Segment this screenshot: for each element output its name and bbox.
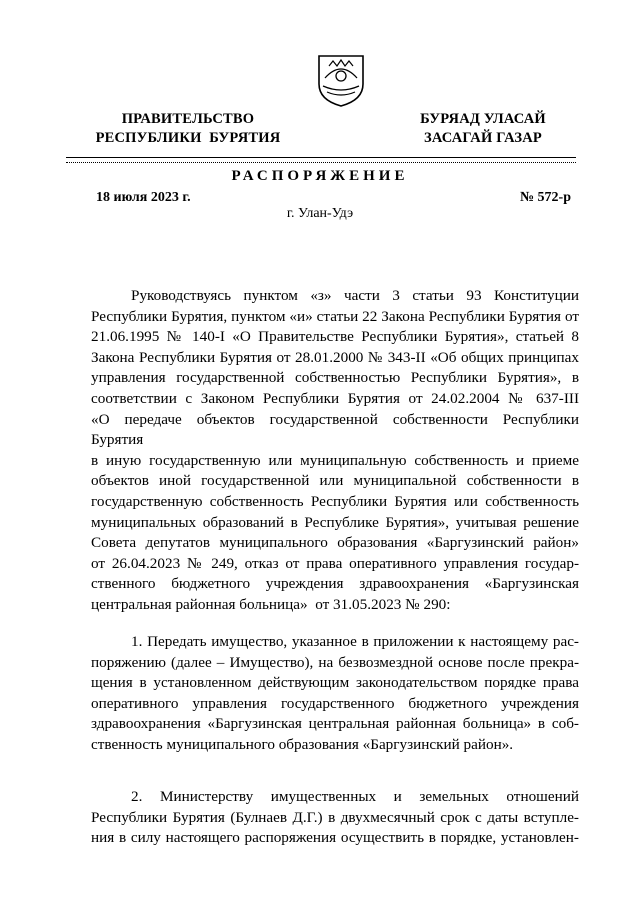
text-line: муниципальных образований в Республике Бурятия», учитывая решение <box>91 513 579 531</box>
text-line: оперативного управления государственного бюджетного учреждения <box>91 694 579 712</box>
text-line: государственную собственность Республики Бурятия или собственность <box>91 492 579 510</box>
text-line: 1. Передать имущество, указанное в приложении к настоящему рас- <box>131 633 579 650</box>
paragraph-preamble <box>91 286 579 616</box>
document-title: РАСПОРЯЖЕНИЕ <box>231 168 409 184</box>
text-line: управления государственной собственностью Республики Бурятия», в <box>91 369 579 387</box>
header-government-ru <box>88 110 288 148</box>
text-line: щения в установленном действующим законодательством порядке права <box>91 674 579 692</box>
text-line: Закона Республики Бурятия от 28.01.2000 № 343-II «Об общих принципах <box>91 348 579 366</box>
text-line: Совета депутатов муниципального образования «Баргузинский район» <box>91 534 579 552</box>
document-number: № 572-р <box>519 190 571 205</box>
text-line: объектов иной государственной или муниципальной собственности в <box>91 472 579 490</box>
header-right-line1: БУРЯАД УЛАСАЙ <box>420 111 546 127</box>
text-line: поряжению (далее – Имущество), на безвозмездной основе после прекра- <box>91 653 579 671</box>
text-line: 21.06.1995 № 140-I «О Правительстве Республики Бурятия», статьей 8 <box>91 328 579 346</box>
text-line: 2. Министерству имущественных и земельных отношений <box>131 788 579 805</box>
text-line: в иную государственную или муниципальную собственность и приеме <box>91 451 579 469</box>
text-line: Республики Бурятия, пунктом «и» статьи 22 Закона Республики Бурятия от <box>91 307 579 325</box>
text-line: «О передаче объектов государственной собственности Республики Бурятия <box>91 410 579 449</box>
text-line: ния в силу настоящего распоряжения осуществить в порядке, установлен- <box>91 829 579 847</box>
document-date: 18 июля 2023 г. <box>96 190 191 205</box>
header-government-bua <box>398 110 568 148</box>
header-divider-solid <box>66 157 576 158</box>
text-line: Республики Бурятия (Булнаев Д.Г.) в двухмесячный срок с даты вступле- <box>91 808 579 826</box>
header-divider-dotted <box>66 162 576 163</box>
text-line: ственного бюджетного учреждения здравоохранения «Баргузинская <box>91 575 579 593</box>
header-left-line1: ПРАВИТЕЛЬСТВО <box>121 111 255 127</box>
text-line: ственность муниципального образования «Баргузинский район». <box>91 735 514 753</box>
text-line: от 26.04.2023 № 249, отказ от права оперативного управления государ- <box>91 554 579 572</box>
paragraph-item-1 <box>91 632 579 756</box>
coat-of-arms-icon <box>315 50 367 108</box>
header-left-line2: РЕСПУБЛИКИ БУРЯТИЯ <box>95 130 281 146</box>
paragraph-item-2 <box>91 787 579 849</box>
text-line: здравоохранения «Баргузинская центральная районная больница» в соб- <box>91 715 579 733</box>
text-line: Руководствуясь пунктом «з» части 3 статьи 93 Конституции <box>131 287 579 304</box>
text-line: соответствии с Законом Республики Бурятия от 24.02.2004 № 637-III <box>91 389 579 407</box>
document-city: г. Улан-Удэ <box>286 206 354 221</box>
header-right-line2: ЗАСАГАЙ ГАЗАР <box>424 130 542 146</box>
text-line: центральная районная больница» от 31.05.2023 № 290: <box>91 595 451 613</box>
